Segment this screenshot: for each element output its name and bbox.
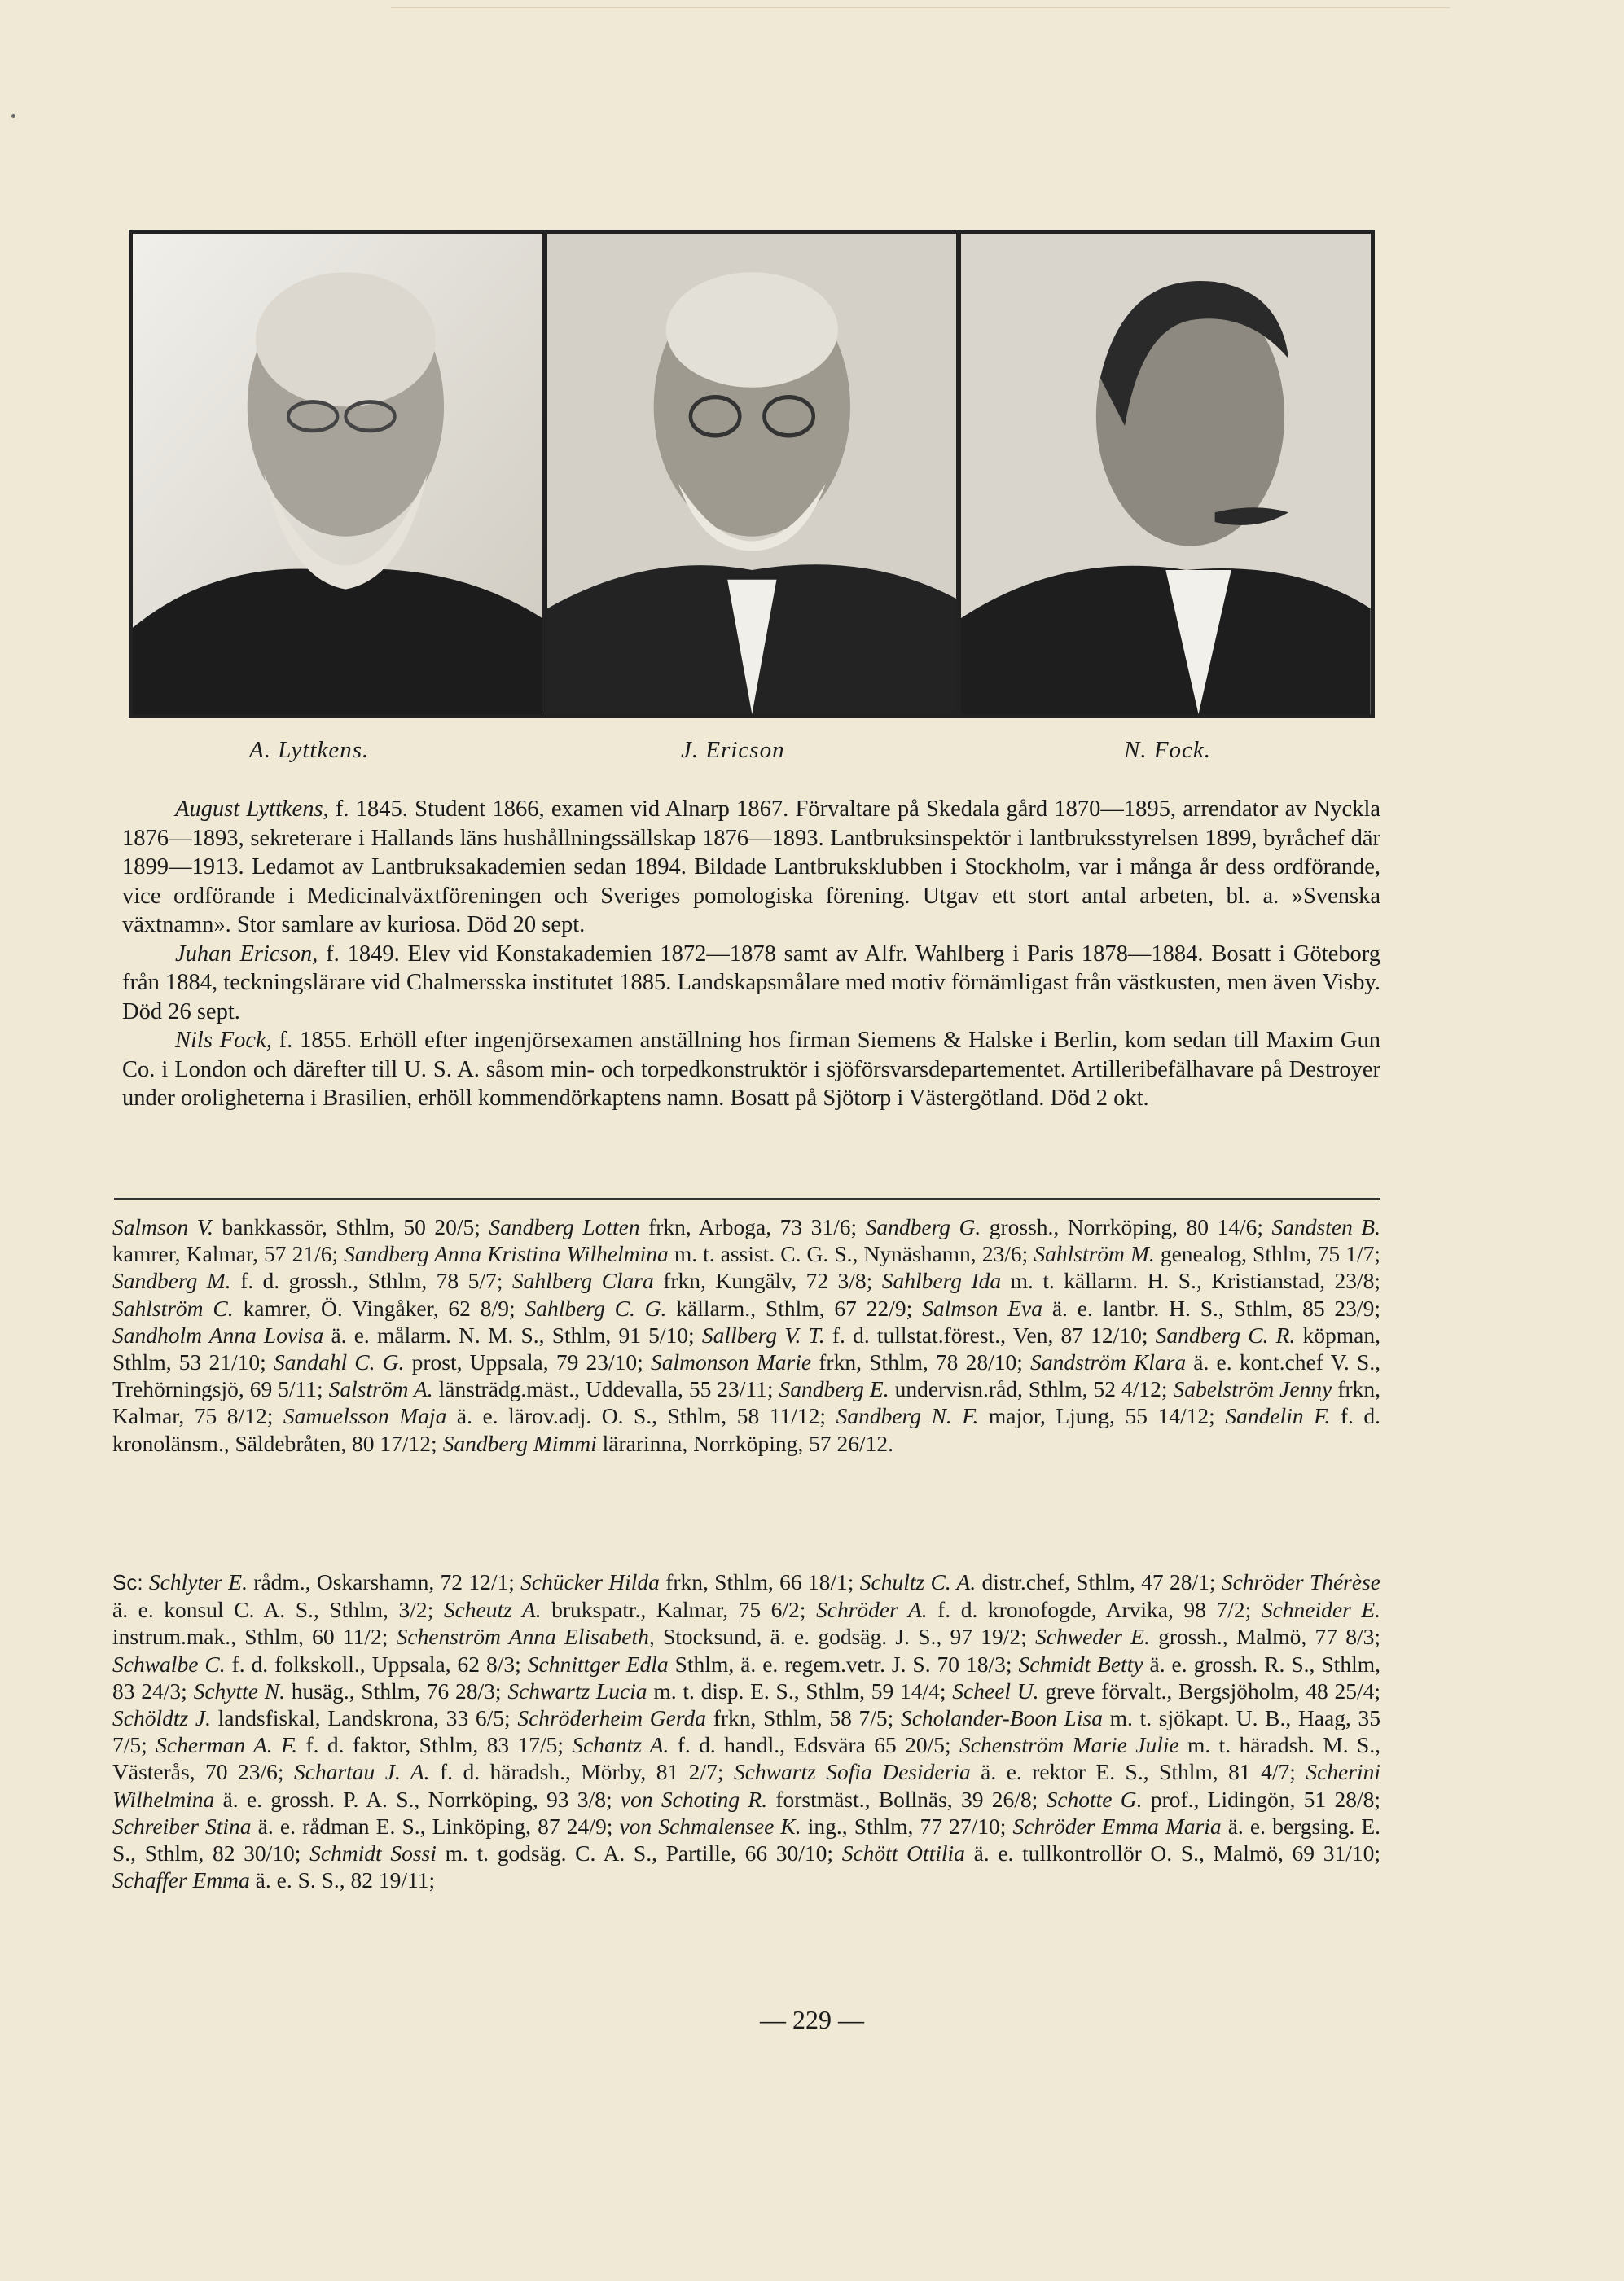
entry-text: frkn, Kalmar, 75 8/12;: [112, 1376, 1380, 1429]
entry-name: Scheutz A.: [443, 1597, 542, 1623]
portrait-lyttkens-image: [133, 234, 542, 714]
entry-text: f. d. folkskoll., Uppsala, 62 8/3;: [225, 1651, 528, 1677]
entry-text: brukspatr., Kalmar, 75 6/2;: [541, 1597, 817, 1623]
entry-text: Sthlm, ä. e. regem.vetr. J. S. 70 18/3;: [668, 1651, 1019, 1677]
bio-fock: [122, 1026, 1380, 1113]
caption-ericson: J. Ericson: [681, 737, 785, 763]
entry-name: Sahlström C.: [112, 1295, 234, 1321]
entry-text: prof., Lidingön, 51 28/8;: [1142, 1786, 1380, 1812]
entry-name: Schweder E.: [1035, 1624, 1150, 1650]
entry-text: m. t. assist. C. G. S., Nynäshamn, 23/6;: [668, 1241, 1034, 1267]
entry-name: Sandström Klara: [1030, 1349, 1187, 1375]
entry-name: von Schoting R.: [620, 1786, 768, 1812]
entry-text: köpman, Sthlm, 53 21/10;: [112, 1322, 1380, 1375]
entry-text: distr.chef, Sthlm, 47 28/1;: [976, 1569, 1222, 1595]
death-list-sa: [112, 1213, 1380, 1457]
bio-name: Juhan Ericson,: [175, 941, 318, 967]
entry-text: ä. e. rådman E. S., Linköping, 87 24/9;: [251, 1813, 620, 1839]
entry-text: ä. e. lärov.adj. O. S., Sthlm, 58 11/12;: [446, 1403, 836, 1429]
top-rule: [391, 7, 1450, 8]
entry-name: Sandberg M.: [112, 1268, 231, 1294]
entry-text: ä. e. kont.chef V. S., Trehörningsjö, 69 5/11;: [112, 1349, 1381, 1402]
entry-name: Schreiber Stina: [112, 1813, 252, 1839]
biographies: [122, 795, 1380, 1113]
entry-name: Salmson Eva: [922, 1295, 1042, 1321]
entry-text: Stocksund, ä. e. godsäg. J. S., 97 19/2;: [654, 1624, 1036, 1650]
entry-text: ä. e. grossh. P. A. S., Norrköping, 93 3/8;: [214, 1786, 621, 1812]
portrait-lyttkens: [133, 234, 542, 714]
bio-lyttkens: [122, 795, 1380, 940]
entry-name: Sahlberg C. G.: [525, 1295, 667, 1321]
portrait-ericson-image: [547, 234, 957, 714]
entry-text: f. d. faktor, Sthlm, 83 17/5;: [297, 1732, 573, 1758]
entry-name: Schröder Emma Maria: [1012, 1813, 1222, 1839]
page-number: — 229 —: [760, 2005, 864, 2034]
entry-name: Sahlberg Clara: [511, 1268, 654, 1294]
entry-name: Sandelin F.: [1225, 1403, 1331, 1429]
entry-name: Schött Ottilia: [841, 1840, 965, 1866]
death-list-sc: [112, 1568, 1380, 1893]
portrait-fock-image: [961, 234, 1371, 714]
entry-text: m. t. sjökapt. U. B., Haag, 35 7/5;: [112, 1705, 1380, 1758]
entry-name: Schöldtz J.: [112, 1705, 211, 1731]
entry-name: Scholander-Boon Lisa: [900, 1705, 1103, 1731]
bio-name: Nils Fock,: [175, 1028, 272, 1053]
entry-name: Schwalbe C.: [112, 1651, 226, 1677]
entry-name: Sandberg Anna Kristina Wilhelmina: [344, 1241, 669, 1267]
entry-text: ä. e. rektor E. S., Sthlm, 81 4/7;: [970, 1759, 1306, 1785]
entry-name: Schmidt Betty: [1018, 1651, 1143, 1677]
entry-name: Sandsten B.: [1271, 1214, 1380, 1239]
entry-name: Salström A.: [328, 1376, 433, 1402]
portrait-ericson: [547, 234, 957, 714]
entry-text: undervisn.råd, Sthlm, 52 4/12;: [889, 1376, 1174, 1402]
section-divider: [114, 1198, 1380, 1200]
entry-name: Schröder Thérèse: [1221, 1569, 1381, 1595]
entry-name: Schröder A.: [816, 1597, 928, 1623]
entry-text: kamrer, Kalmar, 57 21/6;: [112, 1241, 345, 1267]
entry-text: frkn, Sthlm, 58 7/5;: [706, 1705, 901, 1731]
entry-text: länsträdg.mäst., Uddevalla, 55 23/11;: [432, 1376, 779, 1402]
entry-name: Schenström Marie Julie: [959, 1732, 1179, 1758]
entry-name: Schnittger Edla: [527, 1651, 669, 1677]
entry-name: Schenström Anna Elisabeth,: [396, 1624, 655, 1650]
caption-lyttkens: A. Lyttkens.: [249, 737, 370, 763]
sa-paragraph: [112, 1213, 1380, 1457]
entry-name: Scherini Wilhelmina: [112, 1759, 1380, 1812]
entry-name: Schneider E.: [1261, 1597, 1381, 1623]
entry-text: f. d. handl., Edsvära 65 20/5;: [669, 1732, 960, 1758]
entry-text: landsfiskal, Landskrona, 33 6/5;: [210, 1705, 518, 1731]
portrait-fock: [961, 234, 1371, 714]
entry-name: Schwartz Sofia Desideria: [733, 1759, 971, 1785]
bio-ericson: [122, 940, 1380, 1027]
entry-name: Sahlström M.: [1034, 1241, 1155, 1267]
entry-text: ä. e. tullkontrollör O. S., Malmö, 69 31/10;: [964, 1840, 1380, 1866]
entry-text: grossh., Malmö, 77 8/3;: [1149, 1624, 1381, 1650]
entry-name: Scherman A. F.: [156, 1732, 298, 1758]
entry-text: frkn, Sthlm, 78 28/10;: [811, 1349, 1031, 1375]
entry-text: f. d. tullstat.förest., Ven, 87 12/10;: [824, 1322, 1156, 1348]
entry-name: Sandberg G.: [865, 1214, 981, 1239]
entry-name: Salmonson Marie: [650, 1349, 812, 1375]
entry-name: Schotte G.: [1046, 1786, 1143, 1812]
entry-name: Schröderheim Gerda: [517, 1705, 707, 1731]
sc-paragraph: [112, 1568, 1380, 1893]
bio-name: August Lyttkens,: [175, 796, 329, 822]
entry-text: greve förvalt., Bergsjöholm, 48 25/4;: [1038, 1678, 1380, 1704]
bio-text: f. 1849. Elev vid Konstakademien 1872—1878 samt av Alfr. Wahlberg i Paris 1878—1884. Bosatt i Göteborg från 1884, teckningslärare vid Chalmersska institutet 1885. Landskapsmålare med motiv förnämligast från västkusten, men även Visby. Död 26 sept.: [122, 941, 1380, 1024]
entry-name: Schaffer Emma: [112, 1867, 250, 1893]
entry-text: frkn, Arboga, 73 31/6;: [639, 1214, 866, 1239]
entry-name: Salmson V.: [112, 1214, 213, 1239]
entry-name: Schmidt Sossi: [309, 1840, 437, 1866]
margin-mark: [11, 114, 15, 118]
entry-name: von Schmalensee K.: [619, 1813, 801, 1839]
entry-name: Sahlberg Ida: [881, 1268, 1002, 1294]
entry-text: ä. e. konsul C. A. S., Sthlm, 3/2;: [112, 1597, 444, 1623]
entry-text: kamrer, Ö. Vingåker, 62 8/9;: [233, 1295, 525, 1321]
entry-name: Schlyter E.: [148, 1569, 248, 1595]
entry-text: bankkassör, Sthlm, 50 20/5;: [213, 1214, 489, 1239]
entry-text: major, Ljung, 55 14/12;: [978, 1403, 1226, 1429]
entry-name: Sandahl C. G.: [273, 1349, 405, 1375]
entry-text: lärarinna, Norrköping, 57 26/12.: [596, 1430, 894, 1456]
entry-text: f. d. häradsh., Mörby, 81 2/7;: [429, 1759, 734, 1785]
entry-text: grossh., Norrköping, 80 14/6;: [981, 1214, 1272, 1239]
entry-name: Samuelsson Maja: [283, 1403, 447, 1429]
entry-name: Schantz A.: [572, 1732, 669, 1758]
bio-text: f. 1855. Erhöll efter ingenjörsexamen anställning hos firman Siemens & Halske i Berlin, kom sedan till Maxim Gun Co. i London och därefter till U. S. A. såsom min- och torpedkonstruktör i sjöförsvarsdepartementet. Artilleribefälhavare på Destroyer under oroligheterna i Brasilien, erhöll kommendörkaptens namn. Bosatt på Sjötorp i Västergötland. Död 2 okt.: [122, 1028, 1380, 1111]
entry-name: Sandberg N. F.: [836, 1403, 979, 1429]
entry-text: ä. e. målarm. N. M. S., Sthlm, 91 5/10;: [323, 1322, 702, 1348]
entry-text: ä. e. S. S., 82 19/11;: [249, 1867, 436, 1893]
entry-name: Sandberg Mimmi: [442, 1430, 597, 1456]
entry-name: Schartau J. A.: [294, 1759, 430, 1785]
entry-name: Schücker Hilda: [520, 1569, 660, 1595]
sc-heading: Sc:: [112, 1570, 143, 1595]
entry-name: Sallberg V. T.: [701, 1322, 825, 1348]
entry-name: Sandberg E.: [779, 1376, 889, 1402]
entry-text: f. d. grossh., Sthlm, 78 5/7;: [230, 1268, 512, 1294]
entry-name: Sandholm Anna Lovisa: [112, 1322, 324, 1348]
entry-name: Schwartz Lucia: [507, 1678, 647, 1704]
entry-text: prost, Uppsala, 79 23/10;: [404, 1349, 651, 1375]
portrait-strip: [129, 230, 1375, 718]
entry-text: ing., Sthlm, 77 27/10;: [801, 1813, 1013, 1839]
entry-text: instrum.mak., Sthlm, 60 11/2;: [112, 1624, 397, 1650]
entry-name: Sandberg C. R.: [1155, 1322, 1296, 1348]
entry-text: källarm., Sthlm, 67 22/9;: [666, 1295, 923, 1321]
entry-text: frkn, Sthlm, 66 18/1;: [659, 1569, 860, 1595]
entry-text: ä. e. lantbr. H. S., Sthlm, 85 23/9;: [1042, 1295, 1380, 1321]
entry-text: rådm., Oskarshamn, 72 12/1;: [247, 1569, 521, 1595]
entry-name: Scheel U.: [952, 1678, 1039, 1704]
caption-fock: N. Fock.: [1124, 737, 1212, 763]
entry-text: frkn, Kungälv, 72 3/8;: [653, 1268, 882, 1294]
entry-text: m. t. källarm. H. S., Kristianstad, 23/8;: [1001, 1268, 1381, 1294]
entry-text: genealog, Sthlm, 75 1/7;: [1154, 1241, 1381, 1267]
entry-text: ä. e. grossh. R. S., Sthlm, 83 24/3;: [112, 1651, 1380, 1704]
entry-name: Sabelström Jenny: [1173, 1376, 1332, 1402]
bio-text: f. 1845. Student 1866, examen vid Alnarp 1867. Förvaltare på Skedala gård 1870—1895, arrendator av Nyckla 1876—1893, sekreterare i Hallands läns hushållningssällskap 1876—1893. Lantbruksinspektör i lantbruksstyrelsen 1899, byråchef där 1899—1913. Ledamot av Lantbruksakademien sedan 1894. Bildade Lantbruksklubben i Stockholm, var i många år dess ordförande, vice ordförande i Medicinalväxtföreningen och Sveriges pomologiska förening. Utgav ett stort antal arbeten, bl. a. »Svenska växtnamn». Stor samlare av kuriosa. Död 20 sept.: [122, 796, 1381, 937]
entry-text: husäg., Sthlm, 76 28/3;: [284, 1678, 508, 1704]
entry-text: f. d. kronolänsm., Säldebråten, 80 17/12;: [112, 1403, 1380, 1456]
entry-text: m. t. godsäg. C. A. S., Partille, 66 30/10;: [436, 1840, 842, 1866]
entry-text: m. t. disp. E. S., Sthlm, 59 14/4;: [647, 1678, 953, 1704]
entry-name: Schytte N.: [193, 1678, 285, 1704]
entry-name: Sandberg Lotten: [489, 1214, 640, 1239]
entry-text: f. d. kronofogde, Arvika, 98 7/2;: [927, 1597, 1262, 1623]
entry-text: forstmäst., Bollnäs, 39 26/8;: [767, 1786, 1047, 1812]
entry-name: Schultz C. A.: [859, 1569, 977, 1595]
entry-text: ä. e. bergsing. E. S., Sthlm, 82 30/10;: [112, 1813, 1381, 1866]
entry-text: m. t. häradsh. M. S., Västerås, 70 23/6;: [112, 1732, 1381, 1785]
